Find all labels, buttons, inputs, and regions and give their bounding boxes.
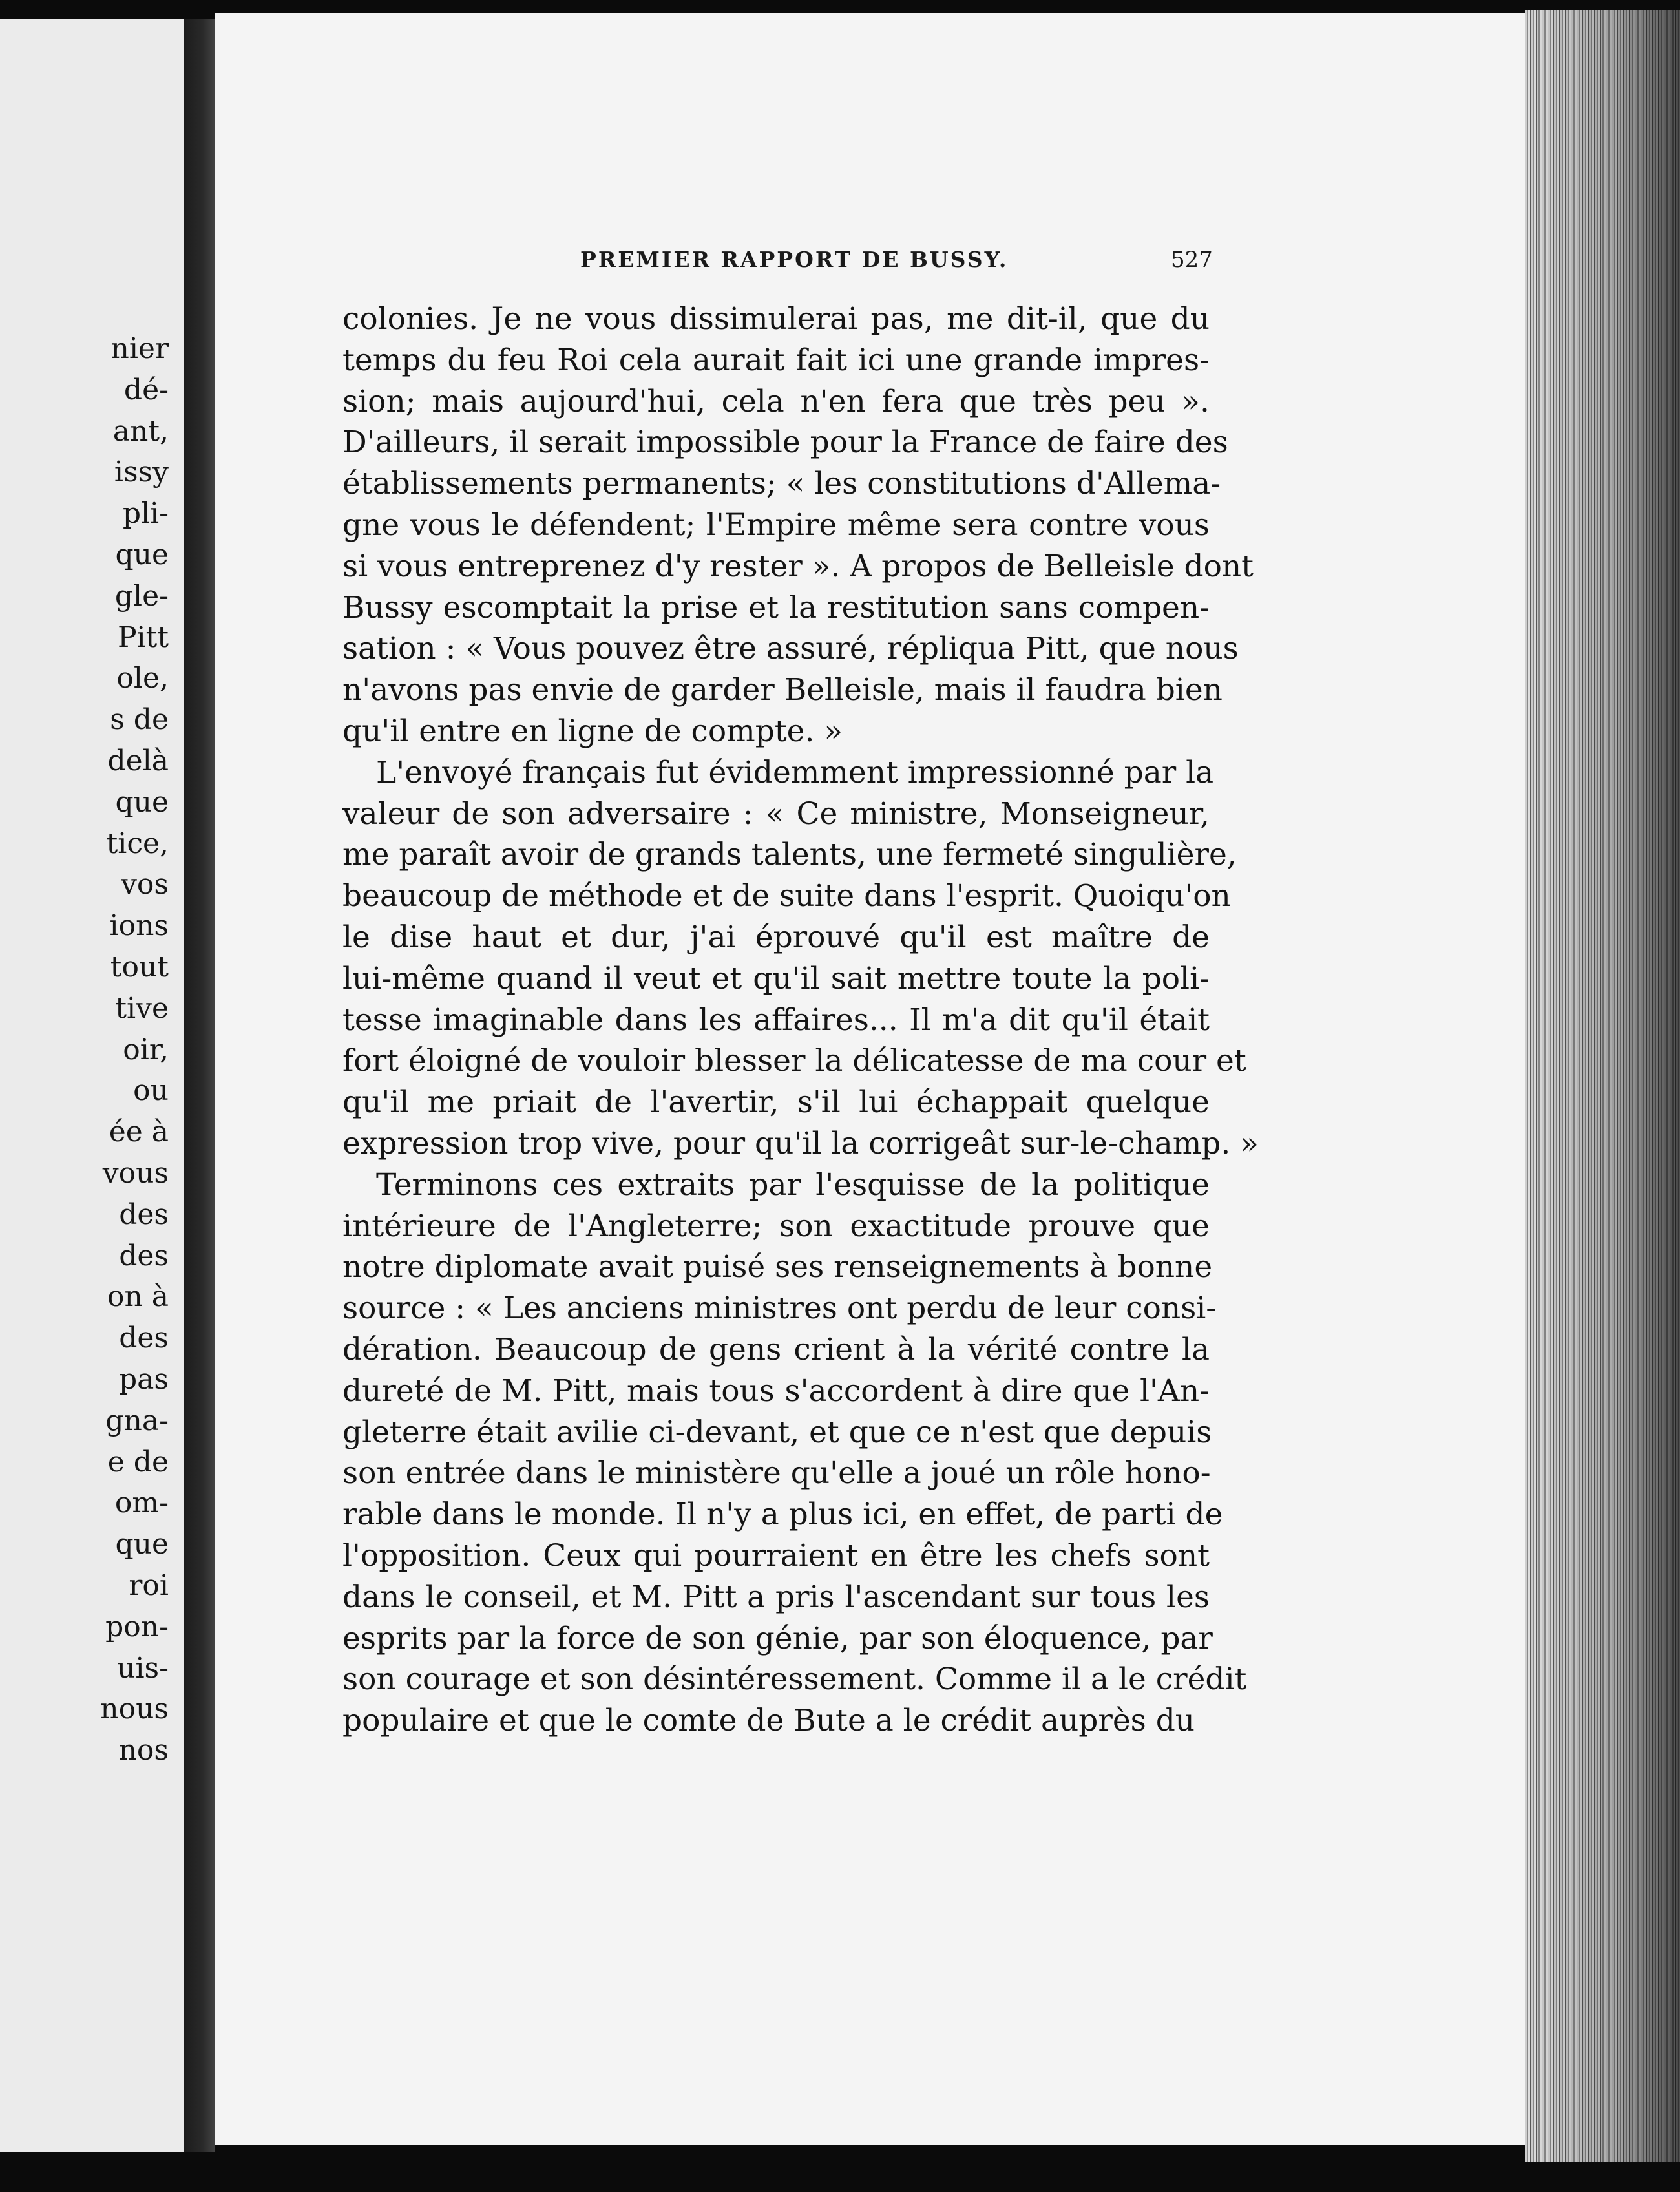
page-number: 527 (1171, 247, 1213, 273)
left-page-fragment: ée à (109, 1115, 169, 1149)
left-page-fragment: delà (107, 744, 169, 777)
left-page-fragment: ou (133, 1074, 169, 1108)
left-page-fragment: pon- (105, 1610, 169, 1643)
left-page-fragment: ant, (112, 414, 169, 448)
left-page-fragment: on à (107, 1280, 169, 1314)
left-page-fragment: ions (109, 909, 169, 943)
left-page-fragment: tice, (106, 827, 169, 860)
left-page-fragment: vous (102, 1156, 169, 1190)
text-line: me paraît avoir de grands talents, une fermeté singulière, (342, 837, 1237, 873)
text-line: qu'il me priait de l'avertir, s'il lui échappait quelque (342, 1084, 1210, 1121)
left-page-fragment: ole, (116, 662, 169, 695)
running-title: PREMIER RAPPORT DE BUSSY. (580, 247, 1009, 272)
left-page-fragment: e de (107, 1445, 169, 1479)
text-line: son courage et son désintéressement. Comme il a le crédit (342, 1661, 1247, 1698)
left-page-fragment: que (115, 1528, 169, 1561)
left-page-fragment: s de (110, 703, 169, 737)
left-page-fragment: des (119, 1197, 169, 1231)
text-line: esprits par la force de son génie, par son éloquence, par (342, 1620, 1213, 1656)
text-line: fort éloigné de vouloir blesser la délicatesse de ma cour et (342, 1043, 1246, 1079)
text-line: établissements permanents; « les constitutions d'Allema- (342, 466, 1221, 502)
left-page-fragment: om- (114, 1486, 169, 1520)
left-page-fragment: issy (114, 456, 169, 489)
left-page-fragment: dé- (123, 373, 169, 406)
left-facing-page (0, 19, 184, 2152)
text-line: son entrée dans le ministère qu'elle a joué un rôle hono- (342, 1455, 1211, 1491)
left-page-fragment: tout (110, 950, 169, 984)
text-line: dureté de M. Pitt, mais tous s'accordent à dire que l'An- (342, 1373, 1210, 1409)
text-line: l'opposition. Ceux qui pourraient en être les chefs sont (342, 1537, 1210, 1574)
text-line: tesse imaginable dans les affaires... Il m'a dit qu'il était (342, 1002, 1210, 1038)
text-line: lui-même quand il veut et qu'il sait mettre toute la poli- (342, 960, 1210, 996)
left-page-fragment: Pitt (117, 620, 169, 654)
text-line: intérieure de l'Angleterre; son exactitude prouve que (342, 1208, 1210, 1244)
text-line: qu'il entre en ligne de compte. » (342, 713, 843, 749)
left-page-fragment: nos (118, 1734, 169, 1767)
text-line: Bussy escomptait la prise et la restitution sans compen- (342, 589, 1210, 626)
text-line: beaucoup de méthode et de suite dans l'esprit. Quoiqu'on (342, 878, 1231, 914)
text-line: gleterre était avilie ci-devant, et que ce n'est que depuis (342, 1414, 1212, 1450)
text-line: valeur de son adversaire : « Ce ministre, Monseigneur, (342, 796, 1210, 832)
text-line: gne vous le défendent; l'Empire même sera contre vous (342, 507, 1210, 543)
left-page-fragment: pli- (122, 497, 169, 531)
text-line: sion; mais aujourd'hui, cela n'en fera que très peu ». (342, 383, 1210, 419)
text-line: colonies. Je ne vous dissimulerai pas, me dit-il, que du (342, 301, 1210, 337)
left-page-text (1, 328, 169, 1771)
left-page-fragment: gle- (114, 579, 169, 613)
left-page-fragment: uis- (117, 1651, 169, 1685)
left-page-fragment: que (115, 785, 169, 819)
text-line: rable dans le monde. Il n'y a plus ici, en effet, de parti de (342, 1497, 1223, 1533)
text-line: expression trop vive, pour qu'il la corrigeât sur-le-champ. » (342, 1125, 1259, 1161)
left-page-fragment: vos (121, 868, 169, 901)
left-page-fragment: des (119, 1322, 169, 1355)
text-line: D'ailleurs, il serait impossible pour la France de faire des (342, 425, 1228, 461)
left-page-fragment: roi (129, 1568, 169, 1602)
left-page-fragment: pas (119, 1362, 169, 1396)
text-line: source : « Les anciens ministres ont perdu de leur consi- (342, 1291, 1217, 1327)
text-line: le dise haut et dur, j'ai éprouvé qu'il est maître de (342, 919, 1210, 955)
left-page-fragment: oir, (123, 1033, 169, 1066)
left-page-fragment: des (119, 1239, 169, 1272)
page-edges-shadow (1525, 10, 1680, 2162)
left-page-fragment: nier (110, 332, 169, 365)
text-line: dération. Beaucoup de gens crient à la vérité contre la (342, 1331, 1210, 1367)
text-line: populaire et que le comte de Bute a le crédit auprès du (342, 1703, 1195, 1739)
text-line: notre diplomate avait puisé ses renseignements à bonne (342, 1249, 1213, 1285)
text-line: Terminons ces extraits par l'esquisse de la politique (376, 1166, 1210, 1203)
text-line: dans le conseil, et M. Pitt a pris l'ascendant sur tous les (342, 1579, 1210, 1615)
text-line: si vous entreprenez d'y rester ». A propos de Belleisle dont (342, 548, 1254, 584)
book-gutter (184, 19, 215, 2152)
text-line: n'avons pas envie de garder Belleisle, mais il faudra bien (342, 672, 1223, 708)
text-line: temps du feu Roi cela aurait fait ici une grande impres- (342, 342, 1210, 378)
left-page-fragment: que (115, 538, 169, 571)
text-line: L'envoyé français fut évidemment impressionné par la (376, 754, 1214, 790)
text-line: sation : « Vous pouvez être assuré, répliqua Pitt, que nous (342, 631, 1239, 667)
left-page-fragment: tive (115, 991, 169, 1025)
left-page-fragment: nous (100, 1692, 169, 1726)
body-text (342, 299, 1259, 1742)
left-page-fragment: gna- (105, 1404, 169, 1437)
running-head (0, 247, 1680, 279)
